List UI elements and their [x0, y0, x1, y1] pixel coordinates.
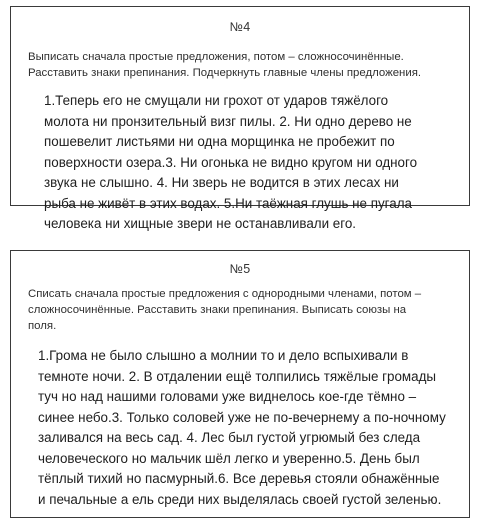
- task-4-text-line: пошевелит листьями ни одна морщинка не пробежит по: [44, 134, 395, 149]
- task-5-instruction-line: поля.: [28, 320, 57, 332]
- task-4-number: №4: [229, 20, 251, 34]
- task-5-text-line: туч но над нашими головами уже виднелось кое-где тёмно –: [38, 389, 417, 404]
- task-5-number: №5: [229, 262, 251, 276]
- task-4-text-line: человека ни хищные звери не останавливали его.: [44, 216, 356, 231]
- task-4-instruction: [28, 49, 459, 81]
- task-5-text-line: темноте ночи. 2. В отдалении ещё толпились тяжёлые громады: [38, 368, 437, 384]
- task-5-text-line: заливался на весь сад. 4. Лес был густой угрюмый без следа: [38, 430, 421, 445]
- task-5-text-line: 1.Грома не было слышно а молнии то и дело вспыхивали в: [38, 348, 409, 363]
- task-5-text-line: синее небо.3. Только соловей уже не по-вечернему а по-ночному: [38, 409, 446, 425]
- task-5-text-line: и печальные а ель среди них выделялась своей густой зеленью.: [38, 491, 442, 507]
- task-4-text-line: молота ни пронзительный визг пилы. 2. Ни одно дерево не: [44, 113, 412, 129]
- task-4-instruction-line: Расставить знаки препинания. Подчеркнуть главные члены предложения.: [28, 67, 422, 79]
- task-4-text-line: 1.Теперь его не смущали ни грохот от ударов тяжёлого: [44, 93, 389, 108]
- task-5-instruction-line: сложносочинённые. Расставить знаки препинания. Выписать союзы на: [28, 304, 407, 316]
- task-4-box: [10, 6, 470, 231]
- task-5-text-line: тёплый тихий но пасмурный.6. Все деревья стояли обнажённые: [38, 471, 440, 486]
- task-5-instruction: [28, 286, 459, 334]
- task-5-box: [10, 250, 470, 518]
- task-4-exercise-text: [44, 91, 469, 235]
- task-5-exercise-text: [38, 346, 469, 510]
- task-5-instruction-line: Списать сначала простые предложения с однородными членами, потом –: [28, 288, 422, 300]
- task-4-text-line: звука не слышно. 4. Ни зверь не водится в этих лесах ни: [44, 175, 399, 190]
- task-4-instruction-line: Выписать сначала простые предложения, потом – сложносочинённые.: [28, 51, 404, 63]
- task-4-text-line: рыба не живёт в этих водах. 5.Ни таёжная глушь не пугала: [44, 195, 412, 211]
- task-4-text-line: поверхности озера.3. Ни огонька не видно кругом ни одного: [44, 154, 418, 170]
- task-5-text-line: человеческого но мальчик шёл легко и уверенно.5. День был: [38, 450, 420, 466]
